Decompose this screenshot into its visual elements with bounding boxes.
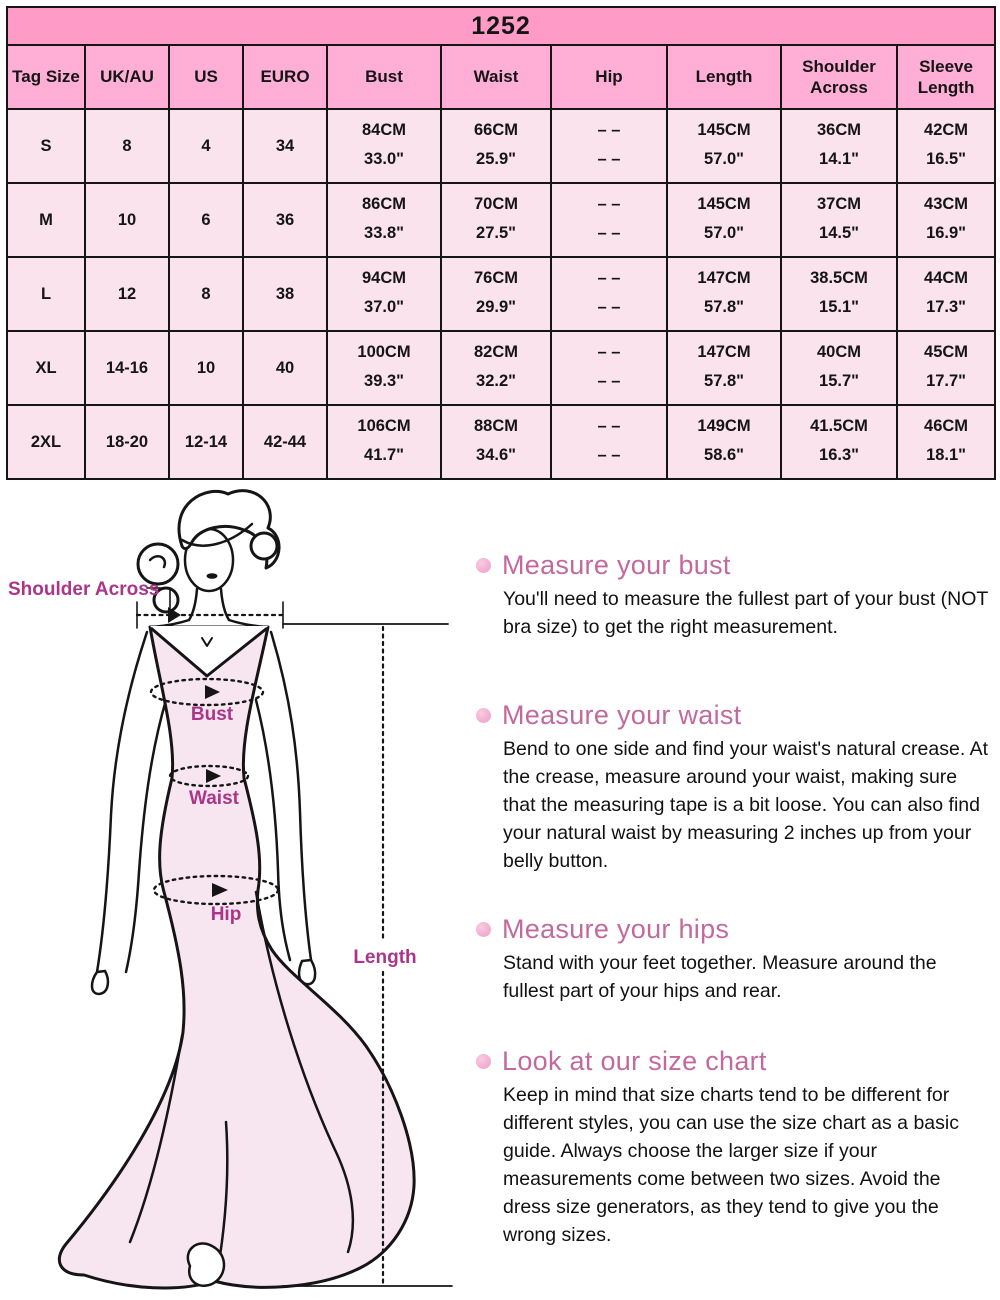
value-inch: 32.2" bbox=[476, 372, 516, 390]
section-heading: Measure your bust bbox=[502, 550, 731, 580]
product-style-number: 1252 bbox=[7, 7, 995, 45]
cell-tag: M bbox=[7, 183, 85, 257]
cell-length bbox=[667, 109, 781, 183]
cell-sleeve bbox=[897, 257, 995, 331]
cell-tag: 2XL bbox=[7, 405, 85, 479]
cell-waist bbox=[441, 405, 551, 479]
cell-euro: 40 bbox=[243, 331, 327, 405]
value-inch: 16.5" bbox=[926, 150, 966, 168]
hip-label: Hip bbox=[210, 904, 242, 925]
length-label: Length bbox=[353, 947, 417, 968]
cell-length bbox=[667, 257, 781, 331]
value-cm: 145CM bbox=[697, 121, 751, 139]
header-euro: EURO bbox=[243, 45, 327, 109]
size-chart-table bbox=[6, 6, 996, 480]
value-inch: 29.9" bbox=[476, 298, 516, 316]
value-inch: 57.8" bbox=[704, 372, 744, 390]
cell-euro: 38 bbox=[243, 257, 327, 331]
value-inch: 15.1" bbox=[819, 298, 859, 316]
table-row-xl bbox=[7, 331, 995, 405]
value-cm: 145CM bbox=[697, 195, 751, 213]
header-uk-au: UK/AU bbox=[85, 45, 169, 109]
value-cm: 41.5CM bbox=[810, 417, 868, 435]
section-heading: Measure your waist bbox=[502, 700, 742, 730]
cell-us: 12-14 bbox=[169, 405, 243, 479]
section-measure-waist bbox=[476, 700, 991, 875]
shoe bbox=[188, 1243, 224, 1285]
value-cm: 37CM bbox=[816, 195, 861, 213]
shoulder-across-label: Shoulder Across bbox=[8, 579, 160, 600]
section-measure-bust bbox=[476, 550, 991, 641]
value-cm: 149CM bbox=[697, 417, 751, 435]
value-cm: 88CM bbox=[473, 417, 518, 435]
cell-us: 4 bbox=[169, 109, 243, 183]
cell-tag: S bbox=[7, 109, 85, 183]
value-inch: 33.8" bbox=[364, 224, 404, 242]
value-inch: 33.0" bbox=[364, 150, 404, 168]
section-body: Bend to one side and find your waist's natural crease. At the crease, measure around your waist, making sure that the measuring tape is a bit loose. You can also find your natural waist by measuring 2 inches up from your belly button. bbox=[503, 738, 989, 872]
bullet-icon bbox=[476, 558, 491, 573]
cell-hip bbox=[551, 109, 667, 183]
value-inch: 37.0" bbox=[364, 298, 404, 316]
value-inch: 14.1" bbox=[819, 150, 859, 168]
section-measure-hips bbox=[476, 914, 991, 1005]
cell-bust bbox=[327, 331, 441, 405]
cell-length bbox=[667, 405, 781, 479]
value-inch: 58.6" bbox=[704, 446, 744, 464]
value-cm: 40CM bbox=[816, 343, 861, 361]
value-inch: 41.7" bbox=[364, 446, 404, 464]
cell-hip bbox=[551, 183, 667, 257]
cell-shoulder bbox=[781, 331, 897, 405]
value-inch: 57.0" bbox=[704, 224, 744, 242]
cell-bust bbox=[327, 257, 441, 331]
value-inch: 17.3" bbox=[926, 298, 966, 316]
table-row-s bbox=[7, 109, 995, 183]
header-tag-size: Tag Size bbox=[7, 45, 85, 109]
cell-us: 6 bbox=[169, 183, 243, 257]
value-inch: 14.5" bbox=[819, 224, 859, 242]
value-inch: 15.7" bbox=[819, 372, 859, 390]
cell-tag: XL bbox=[7, 331, 85, 405]
value-cm: – – bbox=[597, 121, 621, 139]
value-inch: 27.5" bbox=[476, 224, 516, 242]
bullet-icon bbox=[476, 708, 491, 723]
value-cm: 76CM bbox=[473, 269, 518, 287]
cell-waist bbox=[441, 109, 551, 183]
table-row-2xl bbox=[7, 405, 995, 479]
value-inch: – – bbox=[597, 446, 621, 464]
value-inch: 57.0" bbox=[704, 150, 744, 168]
value-cm: 147CM bbox=[697, 343, 751, 361]
cell-hip bbox=[551, 405, 667, 479]
cell-ukau: 10 bbox=[85, 183, 169, 257]
mouth bbox=[207, 573, 218, 579]
value-cm: 84CM bbox=[361, 121, 406, 139]
cell-ukau: 8 bbox=[85, 109, 169, 183]
value-cm: 45CM bbox=[924, 343, 969, 361]
waist-label: Waist bbox=[189, 788, 239, 809]
value-inch: – – bbox=[597, 298, 621, 316]
value-cm: – – bbox=[597, 417, 621, 435]
header-waist: Waist bbox=[441, 45, 551, 109]
value-inch: 57.8" bbox=[704, 298, 744, 316]
value-inch: 16.3" bbox=[819, 446, 859, 464]
value-cm: 70CM bbox=[473, 195, 518, 213]
cell-bust bbox=[327, 183, 441, 257]
value-cm: 38.5CM bbox=[810, 269, 868, 287]
value-cm: 100CM bbox=[357, 343, 411, 361]
cell-length bbox=[667, 331, 781, 405]
value-cm: 42CM bbox=[924, 121, 969, 139]
value-cm: 106CM bbox=[357, 417, 411, 435]
value-inch: – – bbox=[597, 150, 621, 168]
value-inch: 16.9" bbox=[926, 224, 966, 242]
cell-ukau: 18-20 bbox=[85, 405, 169, 479]
cell-shoulder bbox=[781, 257, 897, 331]
value-inch: – – bbox=[597, 372, 621, 390]
cell-bust bbox=[327, 109, 441, 183]
header-us: US bbox=[169, 45, 243, 109]
cell-hip bbox=[551, 257, 667, 331]
cell-waist bbox=[441, 331, 551, 405]
cell-sleeve bbox=[897, 109, 995, 183]
value-cm: 43CM bbox=[924, 195, 969, 213]
value-cm: – – bbox=[597, 343, 621, 361]
value-cm: 147CM bbox=[697, 269, 751, 287]
header-bust: Bust bbox=[327, 45, 441, 109]
header-length: Length bbox=[667, 45, 781, 109]
value-inch: 17.7" bbox=[926, 372, 966, 390]
bullet-icon bbox=[476, 922, 491, 937]
value-inch: 25.9" bbox=[476, 150, 516, 168]
cell-ukau: 14-16 bbox=[85, 331, 169, 405]
cell-tag: L bbox=[7, 257, 85, 331]
header-shoulder-across: Shoulder Across bbox=[781, 45, 897, 109]
cell-shoulder bbox=[781, 183, 897, 257]
cell-sleeve bbox=[897, 331, 995, 405]
value-inch: 34.6" bbox=[476, 446, 516, 464]
section-body: Stand with your feet together. Measure around the fullest part of your hips and rear. bbox=[503, 952, 937, 1002]
value-cm: 82CM bbox=[473, 343, 518, 361]
cell-sleeve bbox=[897, 183, 995, 257]
cell-shoulder bbox=[781, 405, 897, 479]
table-header-row bbox=[7, 45, 995, 109]
section-heading: Measure your hips bbox=[502, 914, 730, 944]
table-title-row bbox=[7, 7, 995, 45]
value-cm: 86CM bbox=[361, 195, 406, 213]
cell-waist bbox=[441, 257, 551, 331]
header-hip: Hip bbox=[551, 45, 667, 109]
cell-us: 8 bbox=[169, 257, 243, 331]
cell-waist bbox=[441, 183, 551, 257]
value-cm: 66CM bbox=[473, 121, 518, 139]
value-cm: – – bbox=[597, 269, 621, 287]
cell-bust bbox=[327, 405, 441, 479]
table-row-l bbox=[7, 257, 995, 331]
cell-length bbox=[667, 183, 781, 257]
cell-hip bbox=[551, 331, 667, 405]
value-cm: 36CM bbox=[816, 121, 861, 139]
cell-euro: 42-44 bbox=[243, 405, 327, 479]
section-body: You'll need to measure the fullest part of your bust (NOT bra size) to get the right measurement. bbox=[503, 588, 988, 638]
cell-sleeve bbox=[897, 405, 995, 479]
value-inch: – – bbox=[597, 224, 621, 242]
cell-us: 10 bbox=[169, 331, 243, 405]
section-heading: Look at our size chart bbox=[502, 1046, 767, 1076]
value-cm: 94CM bbox=[361, 269, 406, 287]
section-body: Keep in mind that size charts tend to be different for different styles, you can use the size chart as a basic guide. Always choose the larger size if your measurements come between two sizes. Avoid the dress size generators, as they tend to give you the wrong sizes. bbox=[503, 1084, 959, 1246]
header-sleeve-length: Sleeve Length bbox=[897, 45, 995, 109]
cell-euro: 36 bbox=[243, 183, 327, 257]
cell-ukau: 12 bbox=[85, 257, 169, 331]
value-cm: 46CM bbox=[924, 417, 969, 435]
cell-euro: 34 bbox=[243, 109, 327, 183]
dress-measurement-illustration bbox=[0, 480, 460, 1300]
table-row-m bbox=[7, 183, 995, 257]
value-cm: 44CM bbox=[924, 269, 969, 287]
section-size-chart-note bbox=[476, 1046, 991, 1249]
value-inch: 18.1" bbox=[926, 446, 966, 464]
bust-label: Bust bbox=[190, 704, 234, 725]
cell-shoulder bbox=[781, 109, 897, 183]
bullet-icon bbox=[476, 1054, 491, 1069]
value-cm: – – bbox=[597, 195, 621, 213]
value-inch: 39.3" bbox=[364, 372, 404, 390]
